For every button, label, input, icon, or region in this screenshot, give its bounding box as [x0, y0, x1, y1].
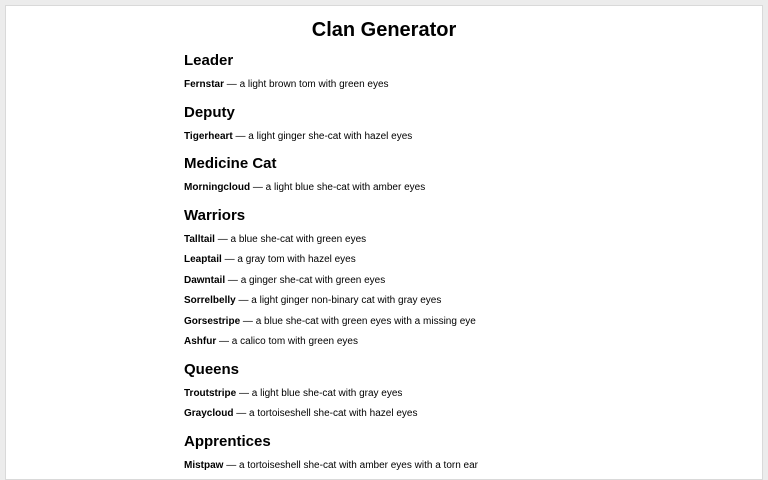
cat-description: a tortoiseshell she-cat with amber eyes with a torn ear	[239, 459, 479, 471]
separator: —	[226, 459, 237, 471]
cat-description: a ginger she-cat with green eyes	[240, 274, 386, 286]
separator: —	[224, 254, 235, 265]
separator: —	[236, 408, 247, 419]
separator: —	[242, 315, 253, 327]
cat-name: Sorrelbelly	[184, 295, 236, 306]
cat-description: a blue she-cat with green eyes	[230, 233, 367, 245]
cat-name: Gorsestripe	[184, 315, 241, 327]
separator: —	[252, 182, 263, 193]
cat-entry	[184, 316, 704, 337]
section-deputy	[184, 100, 704, 152]
cat-name: Troutstripe	[184, 387, 237, 399]
separator: —	[217, 233, 228, 245]
cat-description: a gray tom with hazel eyes	[237, 254, 356, 265]
separator: —	[238, 295, 249, 306]
cat-name: Morningcloud	[184, 182, 251, 193]
cat-description: a light brown tom with green eyes	[239, 79, 389, 90]
cat-name: Dawntail	[184, 274, 226, 286]
cat-entry	[184, 234, 704, 255]
separator: —	[235, 130, 246, 142]
cat-entry	[184, 408, 704, 429]
section-warriors	[184, 203, 704, 357]
cat-entry	[184, 254, 704, 275]
cat-description: a light blue she-cat with amber eyes	[265, 182, 426, 193]
cat-description: a light blue she-cat with gray eyes	[251, 387, 403, 399]
cat-description: a light ginger non-binary cat with gray eyes	[251, 295, 442, 306]
cat-name: Leaptail	[184, 254, 222, 265]
cat-entry	[184, 182, 704, 203]
section-heading: Leader	[184, 52, 234, 69]
page-title: Clan Generator	[311, 19, 457, 41]
cat-entry	[184, 131, 704, 152]
separator: —	[219, 336, 230, 347]
section-heading: Deputy	[184, 103, 235, 121]
separator: —	[227, 274, 238, 286]
page-frame	[5, 5, 763, 480]
section-queens	[184, 357, 704, 429]
section-heading: Warriors	[184, 206, 246, 224]
cat-name: Ashfur	[184, 336, 217, 347]
clan-list	[184, 48, 704, 480]
section-heading: Apprentices	[184, 432, 271, 450]
cat-description: a tortoiseshell she-cat with hazel eyes	[249, 408, 418, 419]
cat-entry	[184, 388, 704, 409]
cat-description: a light ginger she-cat with hazel eyes	[248, 130, 413, 142]
cat-name: Talltail	[184, 233, 215, 245]
separator: —	[239, 387, 250, 399]
section-heading: Medicine Cat	[184, 155, 277, 172]
cat-entry	[184, 336, 704, 357]
cat-description: a calico tom with green eyes	[231, 336, 358, 347]
cat-entry	[184, 79, 704, 100]
cat-name: Fernstar	[184, 79, 225, 90]
section-heading: Queens	[184, 360, 240, 378]
cat-name: Tigerheart	[184, 130, 233, 142]
cat-entry	[184, 460, 704, 480]
cat-name: Mistpaw	[184, 459, 224, 471]
cat-name: Graycloud	[184, 408, 234, 419]
section-medicine-cat	[184, 151, 704, 203]
cat-entry	[184, 275, 704, 296]
section-apprentices	[184, 429, 704, 480]
cat-entry	[184, 295, 704, 316]
separator: —	[226, 79, 237, 90]
cat-description: a blue she-cat with green eyes with a missing eye	[255, 315, 476, 327]
section-leader	[184, 48, 704, 100]
